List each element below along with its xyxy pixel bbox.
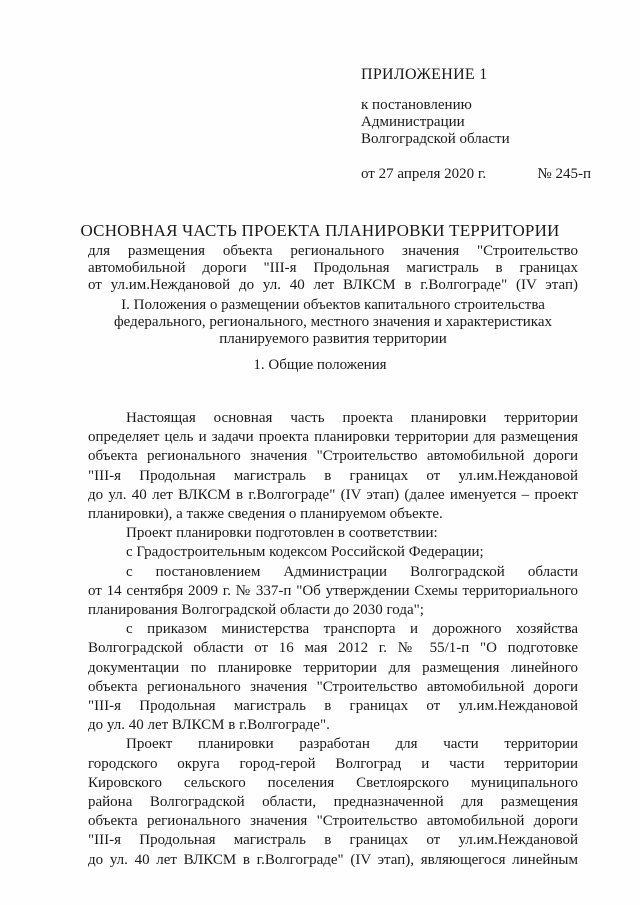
body-line: Проект планировки подготовлен в соответствии: bbox=[126, 525, 438, 542]
body-line: Проект планировки разработан для части территории bbox=[126, 736, 578, 753]
body-line: от 14 сентября 2009 г. № 337-п "Об утверждении Схемы территориального bbox=[88, 582, 578, 599]
section-heading-block bbox=[88, 297, 578, 348]
body-line: Волгоградской области от 16 мая 2012 г. № 55/1-п "О подготовке bbox=[88, 640, 578, 657]
appendix-title: ПРИЛОЖЕНИЕ 1 bbox=[361, 66, 488, 83]
resolution-date: от 27 апреля 2020 г. bbox=[361, 166, 487, 182]
section-heading-line: федерального, регионального, местного значения и характеристиках bbox=[113, 314, 553, 330]
body-line: с приказом министерства транспорта и дорожного хозяйства bbox=[126, 621, 578, 638]
section-heading-line: I. Положения о размещении объектов капитального строительства bbox=[121, 297, 545, 313]
document-title: ОСНОВНАЯ ЧАСТЬ ПРОЕКТА ПЛАНИРОВКИ ТЕРРИТОРИИ bbox=[80, 221, 560, 240]
body-line: объекта регионального значения "Строительство автомобильной дороги bbox=[88, 813, 578, 830]
body-line: планировки), а также сведения о планируемом объекте. bbox=[88, 506, 443, 523]
body-line: с Градостроительным кодексом Российской Федерации; bbox=[126, 544, 484, 561]
body-line: "III-я Продольная магистраль в границах от ул.им.Неждановой bbox=[88, 698, 578, 715]
subtitle-line: автомобильной дороги "III-я Продольная магистраль в границах bbox=[88, 260, 578, 276]
resolution-number: № 245-п bbox=[537, 166, 591, 182]
body-line: "III-я Продольная магистраль в границах от ул.им.Неждановой bbox=[88, 832, 578, 849]
body-line: объекта регионального значения "Строительство автомобильной дороги bbox=[88, 678, 578, 695]
body-line: Настоящая основная часть проекта планировки территории bbox=[126, 410, 578, 426]
subtitle-line: для размещения объекта регионального значения "Строительство bbox=[88, 243, 578, 259]
body-line: до ул. 40 лет ВЛКСМ в г.Волгограде" (IV этап), являющегося линейным bbox=[88, 851, 578, 868]
body-line: определяет цель и задачи проекта планировки территории для размещения bbox=[88, 429, 578, 446]
appendix-line: Администрации bbox=[361, 114, 465, 130]
body-line: района Волгоградской области, предназначенной для размещения bbox=[88, 794, 578, 811]
body-line: до ул. 40 лет ВЛКСМ в г.Волгограде" (IV этап) (далее именуется – проект bbox=[88, 486, 578, 503]
body-line: документации по планировке территории для размещения линейного bbox=[88, 659, 578, 676]
body-line: планирования Волгоградской области до 2030 года"; bbox=[88, 602, 424, 619]
body-line: с постановлением Администрации Волгоградской области bbox=[126, 563, 578, 580]
section-heading-line: планируемого развития территории bbox=[219, 331, 447, 347]
body-line: "III-я Продольная магистраль в границах от ул.им.Неждановой bbox=[88, 467, 578, 484]
document-subtitle bbox=[88, 243, 578, 294]
body-line: до ул. 40 лет ВЛКСМ в г.Волгограде". bbox=[88, 717, 330, 734]
appendix-date-line bbox=[361, 166, 591, 183]
body-text bbox=[88, 409, 578, 870]
body-line: городского округа город-герой Волгоград и части территории bbox=[88, 755, 578, 772]
appendix-line: к постановлению bbox=[361, 97, 472, 113]
subsection-heading: 1. Общие положения bbox=[253, 357, 387, 373]
subtitle-line: от ул.им.Неждановой до ул. 40 лет ВЛКСМ в г.Волгограде" (IV этап) bbox=[88, 277, 578, 293]
appendix-block bbox=[361, 66, 591, 183]
body-line: объекта регионального значения "Строительство автомобильной дороги bbox=[88, 448, 578, 465]
body-line: Кировского сельского поселения Светлоярского муниципального bbox=[88, 774, 578, 791]
appendix-line: Волгоградской области bbox=[361, 131, 510, 147]
